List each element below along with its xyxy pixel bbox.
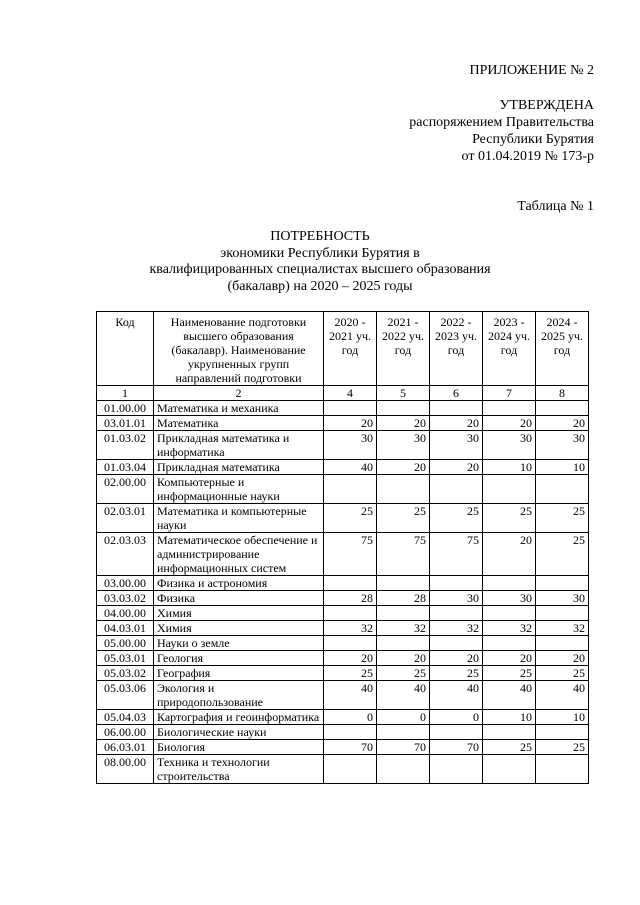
table-row <box>97 431 589 460</box>
value-cell <box>377 475 430 504</box>
index-cell: 5 <box>377 386 430 401</box>
code-cell: 03.01.01 <box>97 416 154 431</box>
value-cell <box>430 755 483 784</box>
code-cell: 01.00.00 <box>97 401 154 416</box>
name-cell: Науки о земле <box>154 636 324 651</box>
title-line-3: квалифицированных специалистах высшего образования <box>149 262 491 277</box>
value-cell: 25 <box>536 533 589 576</box>
value-cell: 28 <box>377 591 430 606</box>
table-row <box>97 475 589 504</box>
name-cell: Компьютерные и информационные науки <box>154 475 324 504</box>
value-cell <box>324 401 377 416</box>
value-cell: 30 <box>430 591 483 606</box>
value-cell: 0 <box>377 710 430 725</box>
value-cell: 75 <box>430 533 483 576</box>
value-cell: 25 <box>483 504 536 533</box>
name-cell: Физика и астрономия <box>154 576 324 591</box>
code-cell: 04.03.01 <box>97 621 154 636</box>
name-cell: Химия <box>154 606 324 621</box>
value-cell: 25 <box>536 504 589 533</box>
value-cell: 40 <box>377 681 430 710</box>
value-cell <box>324 576 377 591</box>
value-cell: 20 <box>324 651 377 666</box>
approved-by-line-2: Республики Бурятия <box>472 132 594 147</box>
value-cell: 20 <box>324 416 377 431</box>
code-cell: 04.00.00 <box>97 606 154 621</box>
column-index-row <box>97 386 589 401</box>
name-cell: Прикладная математика и информатика <box>154 431 324 460</box>
value-cell: 30 <box>483 591 536 606</box>
code-cell: 01.03.02 <box>97 431 154 460</box>
table-row <box>97 621 589 636</box>
value-cell <box>536 475 589 504</box>
value-cell <box>324 636 377 651</box>
table-row <box>97 504 589 533</box>
value-cell <box>377 401 430 416</box>
value-cell: 20 <box>536 416 589 431</box>
code-cell: 03.03.02 <box>97 591 154 606</box>
value-cell: 20 <box>430 460 483 475</box>
index-cell: 8 <box>536 386 589 401</box>
approval-block <box>409 97 594 165</box>
header-year-2021: 2021 - 2022 уч. год <box>377 312 430 386</box>
value-cell: 30 <box>536 431 589 460</box>
value-cell: 20 <box>536 651 589 666</box>
value-cell <box>536 755 589 784</box>
table-body <box>97 401 589 784</box>
value-cell: 25 <box>483 666 536 681</box>
value-cell: 10 <box>536 710 589 725</box>
value-cell: 25 <box>377 666 430 681</box>
value-cell: 40 <box>483 681 536 710</box>
value-cell: 0 <box>430 710 483 725</box>
value-cell <box>377 636 430 651</box>
code-cell: 05.03.06 <box>97 681 154 710</box>
table-row <box>97 710 589 725</box>
value-cell: 10 <box>483 460 536 475</box>
value-cell: 25 <box>324 504 377 533</box>
value-cell <box>483 576 536 591</box>
name-cell: Математика <box>154 416 324 431</box>
value-cell <box>536 636 589 651</box>
value-cell <box>377 606 430 621</box>
value-cell: 25 <box>536 666 589 681</box>
table-row <box>97 416 589 431</box>
value-cell: 25 <box>430 504 483 533</box>
value-cell <box>483 606 536 621</box>
code-cell: 05.00.00 <box>97 636 154 651</box>
approved-by-line-1: распоряжением Правительства <box>409 115 594 130</box>
title-line-4: (бакалавр) на 2020 – 2025 годы <box>227 278 413 294</box>
table-row <box>97 576 589 591</box>
value-cell: 30 <box>377 431 430 460</box>
value-cell: 30 <box>536 591 589 606</box>
value-cell: 32 <box>377 621 430 636</box>
title-line-2: экономики Республики Бурятия в <box>220 245 420 261</box>
appendix-label: ПРИЛОЖЕНИЕ № 2 <box>469 63 594 78</box>
header-year-2022: 2022 - 2023 уч. год <box>430 312 483 386</box>
value-cell: 32 <box>536 621 589 636</box>
value-cell: 25 <box>430 666 483 681</box>
code-cell: 08.00.00 <box>97 755 154 784</box>
value-cell: 0 <box>324 710 377 725</box>
value-cell: 20 <box>430 416 483 431</box>
value-cell: 20 <box>377 416 430 431</box>
name-cell: Химия <box>154 621 324 636</box>
value-cell: 10 <box>483 710 536 725</box>
value-cell: 25 <box>483 740 536 755</box>
header-year-2020: 2020 - 2021 уч. год <box>324 312 377 386</box>
value-cell: 32 <box>483 621 536 636</box>
value-cell: 75 <box>377 533 430 576</box>
index-cell: 1 <box>97 386 154 401</box>
value-cell <box>324 475 377 504</box>
value-cell <box>483 401 536 416</box>
name-cell: Прикладная математика <box>154 460 324 475</box>
table-row <box>97 725 589 740</box>
index-cell: 4 <box>324 386 377 401</box>
value-cell: 25 <box>324 666 377 681</box>
index-cell: 2 <box>154 386 324 401</box>
value-cell <box>536 606 589 621</box>
value-cell: 20 <box>377 460 430 475</box>
index-cell: 7 <box>483 386 536 401</box>
value-cell: 40 <box>536 681 589 710</box>
value-cell <box>430 636 483 651</box>
value-cell: 32 <box>324 621 377 636</box>
table-row <box>97 533 589 576</box>
value-cell: 75 <box>324 533 377 576</box>
value-cell: 20 <box>377 651 430 666</box>
value-cell <box>483 755 536 784</box>
value-cell: 40 <box>430 681 483 710</box>
approved-heading: УТВЕРЖДЕНА <box>499 98 594 113</box>
name-cell: География <box>154 666 324 681</box>
value-cell: 40 <box>324 460 377 475</box>
header-year-2023: 2023 - 2024 уч. год <box>483 312 536 386</box>
table-row <box>97 681 589 710</box>
title-line-1: ПОТРЕБНОСТЬ <box>270 229 370 244</box>
code-cell: 01.03.04 <box>97 460 154 475</box>
header-row <box>97 312 589 386</box>
table-row <box>97 740 589 755</box>
value-cell <box>536 725 589 740</box>
value-cell: 32 <box>430 621 483 636</box>
value-cell <box>324 606 377 621</box>
table-row <box>97 636 589 651</box>
value-cell <box>430 725 483 740</box>
value-cell: 70 <box>324 740 377 755</box>
value-cell: 20 <box>483 533 536 576</box>
code-cell: 06.00.00 <box>97 725 154 740</box>
table-row <box>97 606 589 621</box>
value-cell: 70 <box>377 740 430 755</box>
approval-date: от 01.04.2019 № 173-р <box>461 149 594 164</box>
table-row <box>97 460 589 475</box>
document-title <box>0 229 640 295</box>
name-cell: Математика и компьютерные науки <box>154 504 324 533</box>
name-cell: Экология и природопользование <box>154 681 324 710</box>
table-number: Таблица № 1 <box>517 199 594 214</box>
value-cell: 20 <box>483 651 536 666</box>
value-cell <box>536 401 589 416</box>
code-cell: 05.04.03 <box>97 710 154 725</box>
table-row <box>97 666 589 681</box>
value-cell: 20 <box>483 416 536 431</box>
value-cell <box>324 725 377 740</box>
index-cell: 6 <box>430 386 483 401</box>
value-cell <box>377 576 430 591</box>
table-row <box>97 755 589 784</box>
value-cell <box>430 401 483 416</box>
code-cell: 02.03.03 <box>97 533 154 576</box>
value-cell <box>483 725 536 740</box>
value-cell <box>430 475 483 504</box>
value-cell: 30 <box>324 431 377 460</box>
value-cell: 10 <box>536 460 589 475</box>
value-cell: 40 <box>324 681 377 710</box>
table-row <box>97 401 589 416</box>
value-cell: 30 <box>430 431 483 460</box>
value-cell <box>483 475 536 504</box>
value-cell <box>483 636 536 651</box>
name-cell: Техника и технологии строительства <box>154 755 324 784</box>
value-cell <box>377 755 430 784</box>
code-cell: 02.03.01 <box>97 504 154 533</box>
code-cell: 05.03.01 <box>97 651 154 666</box>
value-cell <box>324 755 377 784</box>
header-code: Код <box>97 312 154 386</box>
value-cell: 70 <box>430 740 483 755</box>
name-cell: Биология <box>154 740 324 755</box>
name-cell: Геология <box>154 651 324 666</box>
value-cell <box>430 576 483 591</box>
name-cell: Картография и геоинформатика <box>154 710 324 725</box>
name-cell: Физика <box>154 591 324 606</box>
value-cell <box>536 576 589 591</box>
code-cell: 05.03.02 <box>97 666 154 681</box>
value-cell <box>430 606 483 621</box>
value-cell <box>377 725 430 740</box>
header-name: Наименование подготовки высшего образования (бакалавр). Наименование укрупненных групп направлений подготовки <box>154 312 324 386</box>
name-cell: Биологические науки <box>154 725 324 740</box>
name-cell: Математическое обеспечение и администрирование информационных систем <box>154 533 324 576</box>
value-cell: 25 <box>377 504 430 533</box>
demand-table <box>96 311 589 784</box>
code-cell: 02.00.00 <box>97 475 154 504</box>
name-cell: Математика и механика <box>154 401 324 416</box>
table-row <box>97 591 589 606</box>
code-cell: 03.00.00 <box>97 576 154 591</box>
table-row <box>97 651 589 666</box>
header-year-2024: 2024 - 2025 уч. год <box>536 312 589 386</box>
value-cell: 30 <box>483 431 536 460</box>
code-cell: 06.03.01 <box>97 740 154 755</box>
value-cell: 25 <box>536 740 589 755</box>
value-cell: 20 <box>430 651 483 666</box>
value-cell: 28 <box>324 591 377 606</box>
